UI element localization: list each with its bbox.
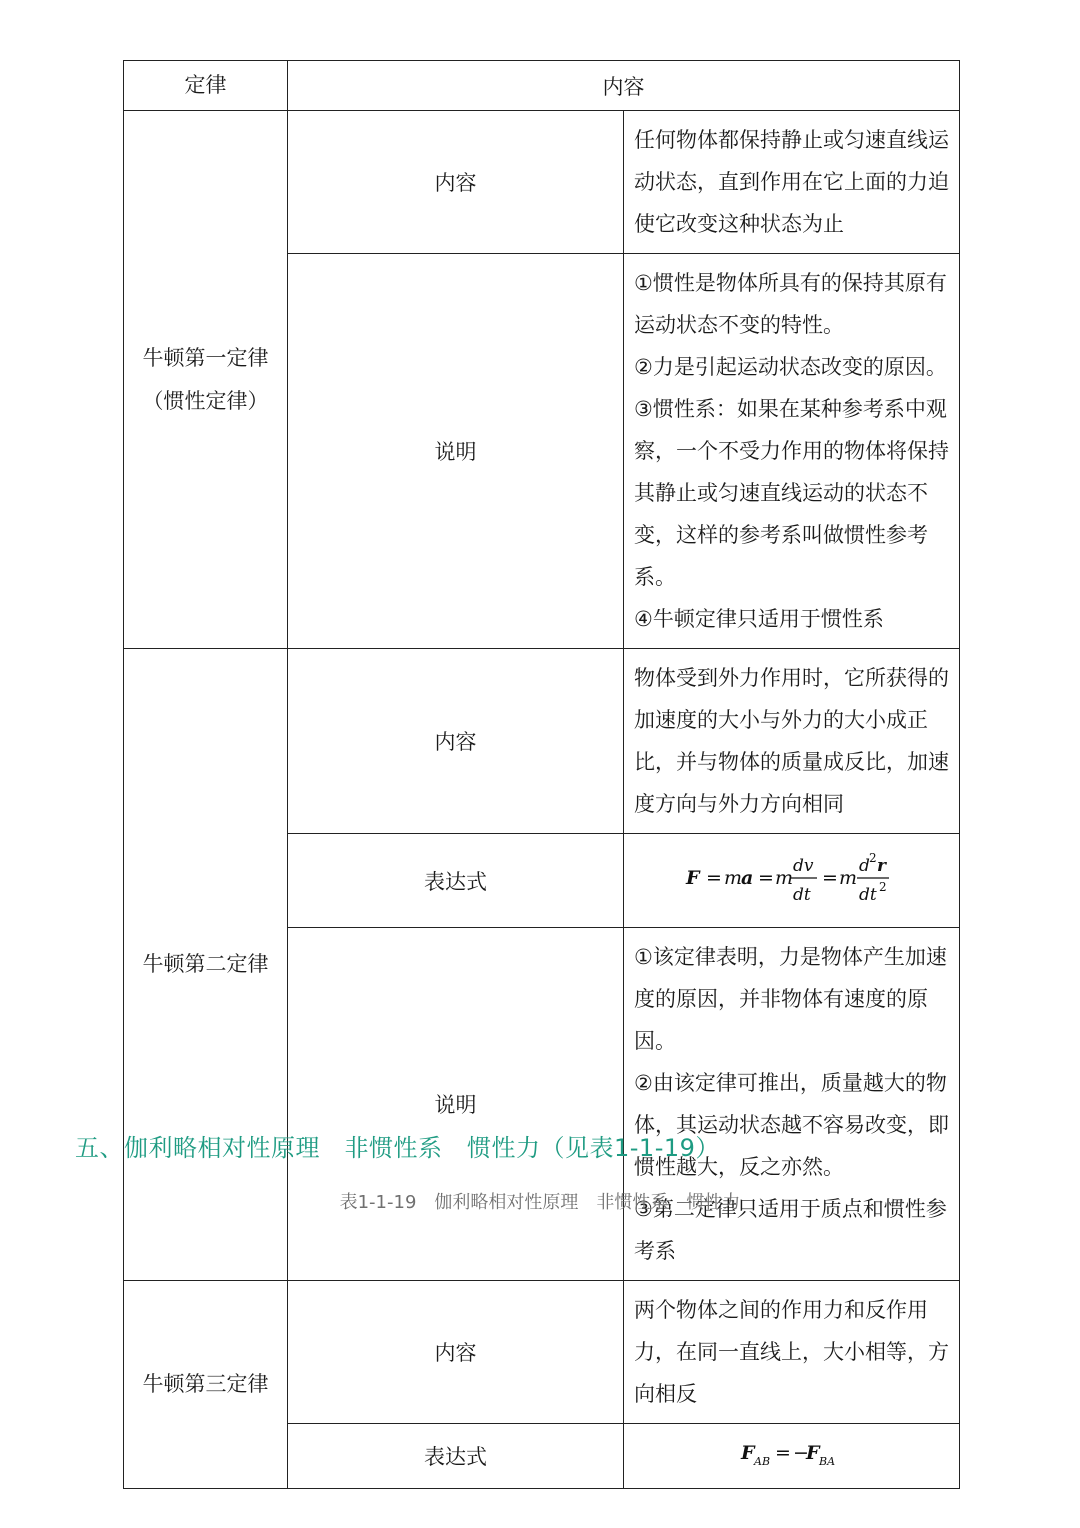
note-item: ②力是引起运动状态改变的原因。 — [634, 355, 947, 379]
law-name: 牛顿第一定律 — [142, 345, 269, 370]
formula-symbol: = — [821, 867, 838, 889]
formula-symbol: d — [858, 856, 870, 876]
formula-symbol: F — [740, 1441, 754, 1464]
law-notes — [624, 928, 960, 1281]
formula-symbol: a — [740, 867, 753, 889]
table-header-row — [124, 61, 960, 111]
table-row — [124, 649, 960, 834]
note-item: ①该定律表明，力是物体产生加速度的原因，并非物体有速度的原因。 — [634, 945, 947, 1053]
law-notes — [624, 254, 960, 649]
law-name-cell — [124, 649, 288, 1281]
law-alias: （惯性定律） — [142, 388, 269, 413]
table-row — [124, 1281, 960, 1424]
formula-symbol: AB — [753, 1454, 770, 1468]
table-caption: 表1-1-19 伽利略相对性原理 非惯性系 惯性力 — [339, 1192, 741, 1213]
header-content: 内容 — [288, 61, 960, 111]
section-heading: 五、伽利略相对性原理 非惯性系 惯性力（见表1-1-19） — [75, 1134, 720, 1162]
row-label: 内容 — [288, 1281, 624, 1424]
formula-symbol: m — [774, 867, 793, 889]
law-name-cell — [124, 111, 288, 649]
formula-symbol: F — [805, 1441, 819, 1464]
formula-symbol: dt — [792, 885, 811, 905]
row-label: 内容 — [288, 111, 624, 254]
formula-symbol: BA — [818, 1454, 835, 1468]
table-row — [124, 111, 960, 254]
formula-symbol: r — [876, 856, 886, 876]
law-name: 牛顿第三定律 — [142, 1372, 269, 1396]
formula-symbol: − — [792, 1441, 809, 1464]
law-name-cell — [124, 1281, 288, 1489]
row-label: 表达式 — [288, 1424, 624, 1489]
formula-symbol: dt — [858, 885, 877, 905]
formula-symbol: 2 — [868, 851, 877, 865]
newton-second-law-formula — [682, 846, 902, 910]
newton-third-law-formula — [737, 1434, 847, 1474]
header-law: 定律 — [124, 61, 288, 111]
formula-cell — [624, 834, 960, 928]
note-item: ①惯性是物体所具有的保持其原有运动状态不变的特性。 — [634, 271, 947, 337]
note-item: ②由该定律可推出，质量越大的物体，其运动状态越不容易改变，即惯性越大，反之亦然。 — [634, 1071, 949, 1179]
row-label: 表达式 — [288, 834, 624, 928]
law-name: 牛顿第二定律 — [142, 952, 269, 976]
law-content-text: 任何物体都保持静止或匀速直线运动状态，直到作用在它上面的力迫使它改变这种状态为止 — [624, 111, 960, 254]
newton-laws-table — [123, 60, 960, 1489]
formula-symbol: F — [685, 867, 699, 889]
note-item: ③第二定律只适用于质点和惯性参考系 — [634, 1197, 947, 1263]
formula-symbol: m — [723, 867, 742, 889]
formula-symbol: = — [774, 1441, 791, 1464]
formula-symbol: m — [838, 867, 857, 889]
row-label: 内容 — [288, 649, 624, 834]
formula-symbol: = — [757, 867, 774, 889]
formula-symbol: = — [705, 867, 722, 889]
formula-symbol: 2 — [878, 880, 887, 894]
note-item: ④牛顿定律只适用于惯性系 — [634, 607, 884, 631]
law-content-text: 物体受到外力作用时，它所获得的加速度的大小与外力的大小成正比，并与物体的质量成反比，加速度方向与外力方向相同 — [624, 649, 960, 834]
formula-symbol: dv — [792, 856, 813, 876]
formula-cell — [624, 1424, 960, 1489]
note-item: ③惯性系：如果在某种参考系中观察，一个不受力作用的物体将保持其静止或匀速直线运动的状态不变，这样的参考系叫做惯性参考系。 — [634, 397, 949, 589]
law-content-text: 两个物体之间的作用力和反作用力，在同一直线上，大小相等，方向相反 — [624, 1281, 960, 1424]
row-label: 说明 — [288, 254, 624, 649]
row-label: 说明 — [288, 928, 624, 1281]
